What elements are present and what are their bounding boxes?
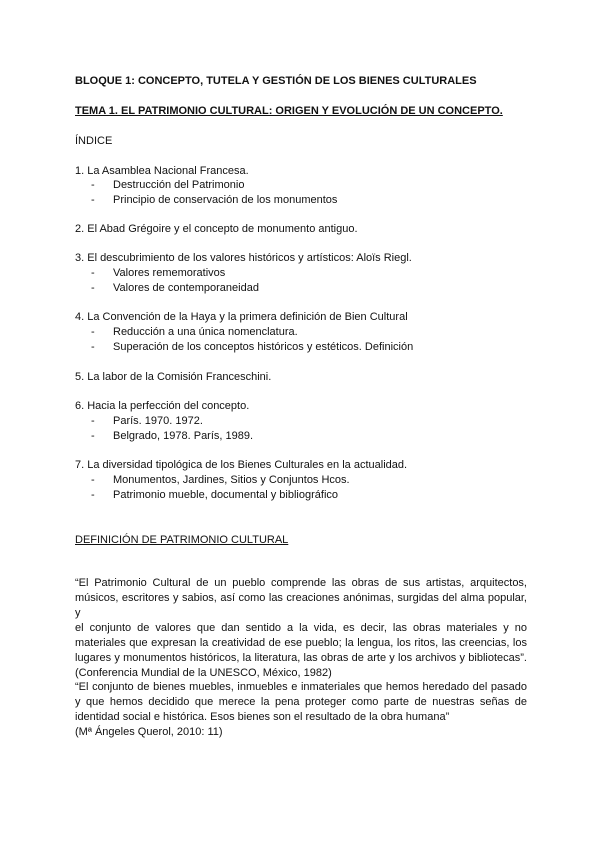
index-item-2: 2. El Abad Grégoire y el concepto de monumento antiguo. (75, 223, 358, 235)
index-item-3-dash-2: - (91, 282, 95, 294)
index-item-7: 7. La diversidad tipológica de los Bienes Culturales en la actualidad. (75, 459, 408, 471)
quote-unesco-line: el conjunto de valores que dan sentido a la vida, es decir, las obras materiales y no (75, 622, 527, 634)
index-item-4-sub-1: Reducción a una única nomenclatura. (113, 326, 298, 338)
index-item-6: 6. Hacia la perfección del concepto. (75, 400, 250, 412)
quote-querol-line: y que hemos decidido que merece la pena proteger como parte de nuestras señas de (75, 696, 527, 708)
index-item-4-dash-1: - (91, 326, 95, 338)
quote-querol-citation: (Mª Ángeles Querol, 2010: 11) (75, 726, 223, 738)
index-item-6-sub-1: París. 1970. 1972. (113, 415, 203, 427)
index-item-7-sub-2: Patrimonio mueble, documental y bibliográfico (113, 489, 339, 501)
quote-unesco-line: “El Patrimonio Cultural de un pueblo comprende las obras de sus artistas, arquitectos, (75, 577, 527, 589)
index-item-3: 3. El descubrimiento de los valores históricos y artísticos: Aloïs Riegl. (75, 252, 412, 264)
quote-querol (75, 680, 527, 740)
index-item-3-dash-1: - (91, 267, 95, 279)
quote-unesco-citation: (Conferencia Mundial de la UNESCO, México, 1982) (75, 667, 332, 679)
index-item-1-dash-1: - (91, 179, 95, 191)
index-item-1: 1. La Asamblea Nacional Francesa. (75, 165, 249, 177)
index-item-4: 4. La Convención de la Haya y la primera definición de Bien Cultural (75, 311, 408, 323)
quote-querol-line: “El conjunto de bienes muebles, inmuebles e inmateriales que hemos heredado del pasado (75, 681, 527, 693)
bloque-title: BLOQUE 1: CONCEPTO, TUTELA Y GESTIÓN DE LOS BIENES CULTURALES (75, 75, 477, 87)
index-item-3-sub-2: Valores de contemporaneidad (113, 282, 259, 294)
index-item-1-dash-2: - (91, 194, 95, 206)
index-item-6-dash-2: - (91, 430, 95, 442)
indice-heading: ÍNDICE (75, 135, 113, 147)
index-item-6-sub-2: Belgrado, 1978. París, 1989. (113, 430, 254, 442)
definicion-heading: DEFINICIÓN DE PATRIMONIO CULTURAL (75, 534, 289, 546)
index-item-4-dash-2: - (91, 341, 95, 353)
index-item-7-dash-1: - (91, 474, 95, 486)
index-item-6-dash-1: - (91, 415, 95, 427)
quote-querol-line: identidad social e histórica. Esos bienes son el resultado de la obra humana” (75, 711, 450, 723)
index-item-7-sub-1: Monumentos, Jardines, Sitios y Conjuntos Hcos. (113, 474, 350, 486)
index-item-1-sub-1: Destrucción del Patrimonio (113, 179, 245, 191)
quote-unesco-line: materiales que expresan la creatividad de ese pueblo; la lengua, los ritos, las creencias, los (75, 637, 527, 649)
index-item-7-dash-2: - (91, 489, 95, 501)
index-item-5: 5. La labor de la Comisión Franceschini. (75, 371, 272, 383)
tema-title: TEMA 1. EL PATRIMONIO CULTURAL: ORIGEN Y EVOLUCIÓN DE UN CONCEPTO. (75, 105, 503, 117)
quote-unesco-line: lugares y monumentos históricos, la literatura, las obras de arte y los archivos y bibliotecas”. (75, 652, 527, 664)
index-item-1-sub-2: Principio de conservación de los monumentos (113, 194, 338, 206)
index-item-4-sub-2: Superación de los conceptos históricos y estéticos. Definición (113, 341, 414, 353)
quote-unesco-line: músicos, escritores y sabios, así como las creaciones anónimas, surgidas del alma popular, y (75, 592, 527, 619)
index-item-3-sub-1: Valores rememorativos (113, 267, 226, 279)
quote-unesco (75, 576, 527, 681)
